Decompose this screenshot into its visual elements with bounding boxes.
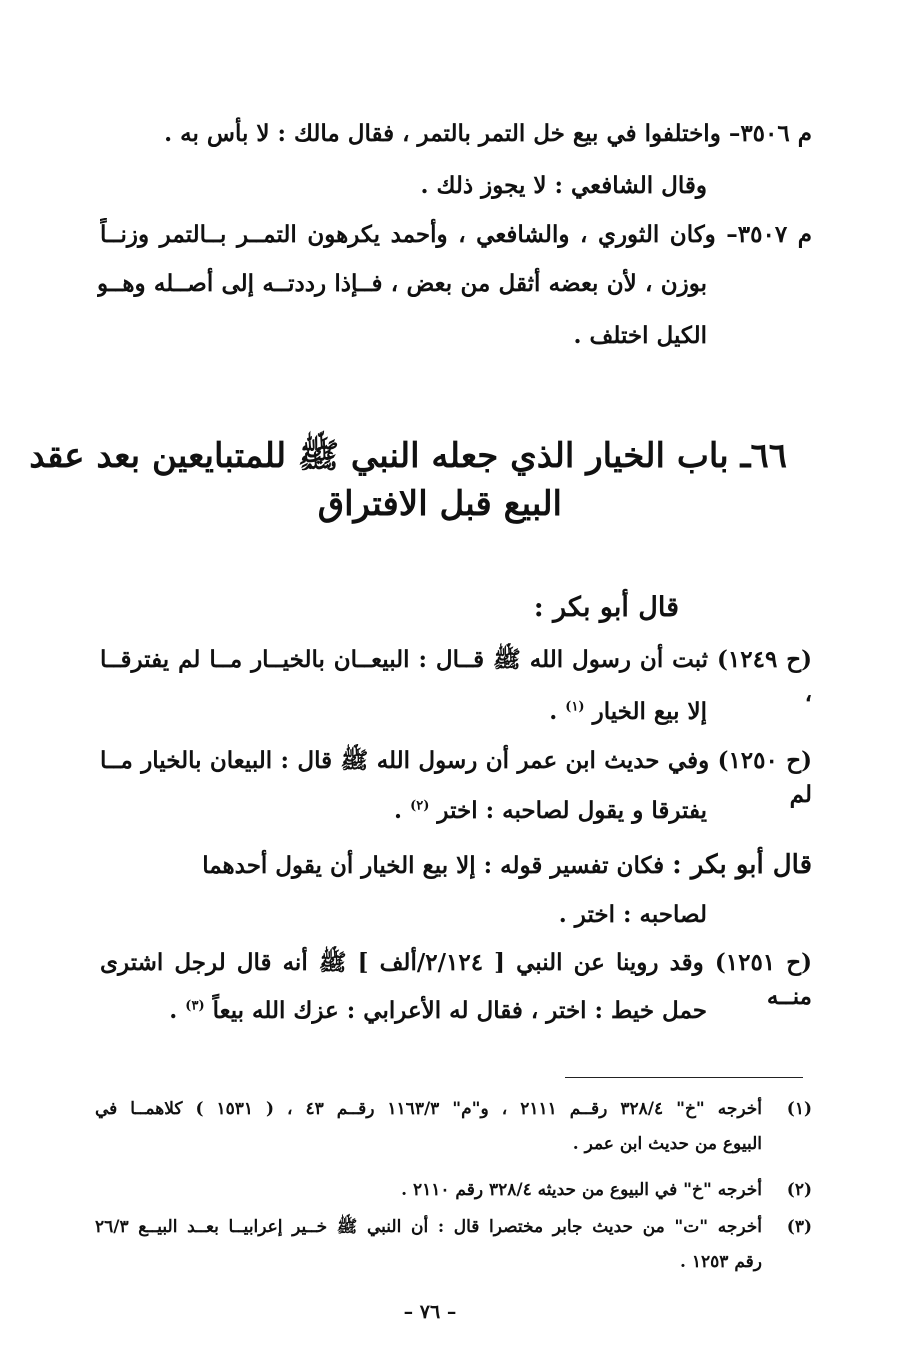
hadith-1250-line-1: (ح ١٢٥٠) وفي حديث ابن عمر أن رسول الله ﷺ قال : البيعان بالخيار مــا لم — [100, 747, 812, 808]
footnote-ref-3[interactable]: (٣) — [185, 998, 205, 1014]
page-number: – ٧٦ – — [403, 1301, 457, 1323]
hadith-1249-text: إلا بيع الخيار — [592, 698, 707, 725]
paragraph-3507-line-3: الكيل اختلف . — [573, 322, 707, 349]
footnote-3-line-1: أخرجه "ت" من حديث جابر مختصرا قال : أن النبي ﷺ خــير إعرابيــا بعــد البيــع ٢٦/٣ — [95, 1217, 762, 1237]
chapter-title-line-1: ٦٦ـ باب الخيار الذي جعله النبي ﷺ للمتبايعين بعد عقد — [29, 436, 787, 476]
paragraph-3506-line-2: وقال الشافعي : لا يجوز ذلك . — [420, 172, 707, 199]
tafsir-line-1 — [202, 848, 812, 883]
footnote-1-line-1: أخرجه "خ" ٣٢٨/٤ رقــم ٢١١١ ، و"م" ١١٦٣/٣ رقــم ٤٣ ، ( ١٥٣١ ) كلاهمــا في — [95, 1099, 762, 1119]
hadith-1249-line-1: (ح ١٢٤٩) ثبت أن رسول الله ﷺ قــال : البيعــان بالخيــار مــا لم يفترقــا ، — [100, 646, 812, 707]
tafsir-line-2: لصاحبه : اختر . — [558, 901, 707, 928]
hadith-1249-end: . — [549, 698, 558, 725]
footnote-3-number: (٣) — [786, 1217, 812, 1237]
qala-abu-bakr-heading: قال أبو بكر : — [533, 592, 679, 623]
footnote-1-number: (١) — [786, 1099, 812, 1119]
hadith-1251-line-2 — [169, 994, 707, 1028]
paragraph-3507-line-1: م ٣٥٠٧– وكان الثوري ، والشافعي ، وأحمد يكرهون التمــر بــالتمر وزنــاً — [100, 221, 812, 248]
footnote-2-number: (٢) — [786, 1180, 812, 1200]
paragraph-3507-line-2: بوزن ، لأن بعضه أثقل من بعض ، فــإذا رددتــه إلى أصــله وهــو — [97, 270, 707, 297]
hadith-1249-line-2 — [549, 695, 707, 729]
hadith-1250-line-2 — [394, 794, 707, 828]
footnote-3-line-2: رقم ١٢٥٣ . — [680, 1252, 762, 1272]
hadith-1250-end: . — [394, 797, 403, 824]
tafsir-text: فكان تفسير قوله : إلا بيع الخيار أن يقول أحدهما — [202, 852, 665, 879]
footnote-1-line-2: البيوع من حديث ابن عمر . — [572, 1134, 762, 1154]
footnote-ref-2[interactable]: (٢) — [410, 798, 430, 814]
tafsir-lead: قال أبو بكر : — [672, 850, 812, 880]
paragraph-3506-line-1: م ٣٥٠٦– واختلفوا في بيع خل التمر بالتمر ، فقال مالك : لا بأس به . — [164, 120, 812, 147]
footnote-2-line-1: أخرجه "خ" في البيوع من حديثه ٣٢٨/٤ رقم ٢١١٠ . — [401, 1180, 762, 1200]
hadith-1251-end: . — [169, 997, 178, 1024]
chapter-title-line-2: البيع قبل الافتراق — [317, 484, 562, 524]
footnote-ref-1[interactable]: (١) — [565, 699, 585, 715]
hadith-1250-text: يفترقا و يقول لصاحبه : اختر — [437, 797, 707, 824]
hadith-1251-line-1: (ح ١٢٥١) وقد روينا عن النبي [ ٢/١٢٤/ألف ] ﷺ أنه قال لرجل اشترى منــه — [100, 949, 812, 1010]
hadith-1251-text: حمل خيط : اختر ، فقال له الأعرابي : عزك الله بيعاً — [212, 997, 707, 1024]
footnote-separator — [565, 1077, 803, 1078]
